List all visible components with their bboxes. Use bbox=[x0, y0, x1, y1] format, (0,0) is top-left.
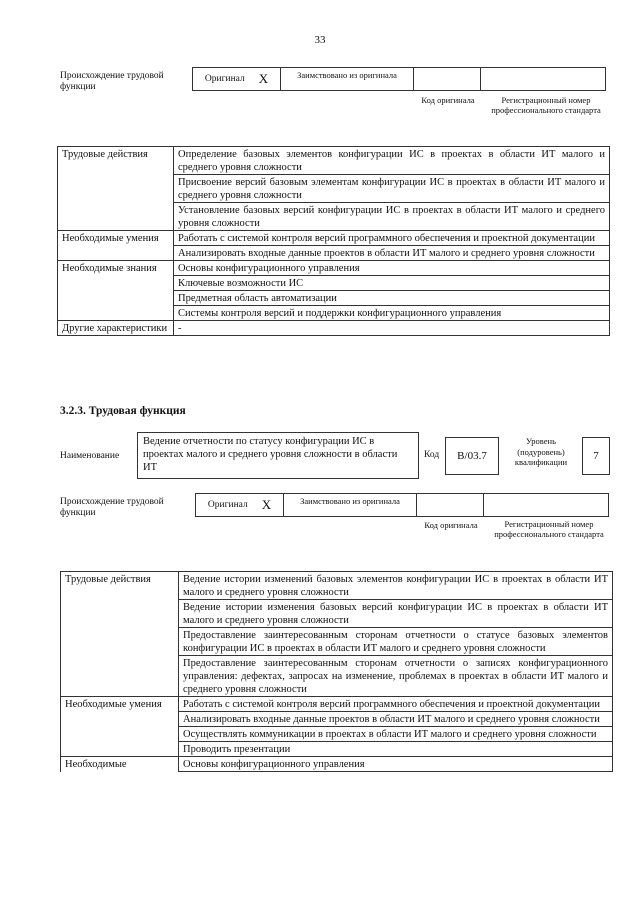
page-number: 33 bbox=[314, 34, 326, 46]
knowledge-label: Необходимые bbox=[61, 757, 179, 772]
labor-action-item: Ведение истории изменений базовых элементов конфигурации ИС в проектах в области ИТ малого и среднего уровня сложности bbox=[179, 572, 613, 600]
labor-action-item: Присвоение версий базовым элементам конфигурации ИС в проектах в области ИТ малого и среднего уровня сложности bbox=[174, 175, 610, 203]
qualification-level-label: Уровень (подуровень) квалификации bbox=[514, 436, 568, 467]
code-original-caption: Код оригинала bbox=[421, 95, 475, 105]
reg-number-cell bbox=[481, 68, 605, 90]
origin-label: Происхождение трудовой функции bbox=[60, 497, 164, 518]
labor-actions-label: Трудовые действия bbox=[58, 147, 174, 175]
skill-item: Анализировать входные данные проектов в области ИТ малого и среднего уровня сложности bbox=[179, 712, 613, 727]
skill-item: Анализировать входные данные проектов в области ИТ малого и среднего уровня сложности bbox=[174, 246, 610, 261]
knowledge-item: Ключевые возможности ИС bbox=[174, 276, 610, 291]
knowledge-label: Необходимые знания bbox=[58, 261, 174, 276]
code-original-caption: Код оригинала bbox=[424, 520, 478, 530]
code-value-box: B/03.7 bbox=[445, 437, 499, 475]
labor-action-item: Предоставление заинтересованным сторонам отчетности о статусе базовых элементов конфигурации ИС в проектах в области ИТ малого и среднего уровня сложности bbox=[179, 628, 613, 656]
original-cell bbox=[193, 68, 281, 90]
knowledge-item: Системы контроля версий и поддержки конфигурационного управления bbox=[174, 306, 610, 321]
code-original-cell bbox=[417, 494, 484, 516]
knowledge-item: Основы конфигурационного управления bbox=[179, 757, 613, 772]
other-characteristics-value: - bbox=[174, 321, 610, 336]
labor-actions-label: Трудовые действия bbox=[61, 572, 179, 600]
original-label: Оригинал bbox=[204, 74, 245, 84]
labor-action-item: Определение базовых элементов конфигурации ИС в проектах в области ИТ малого и среднего уровня сложности bbox=[174, 147, 610, 175]
skill-item: Осуществлять коммуникации в проектах в области ИТ малого и среднего уровня сложности bbox=[179, 727, 613, 742]
labor-action-item: Ведение истории изменения базовых версий конфигурации ИС в проектах в области ИТ малого и среднего уровня сложности bbox=[179, 600, 613, 628]
labor-function-table-2 bbox=[60, 571, 613, 772]
section-heading: 3.2.3. Трудовая функция bbox=[60, 405, 186, 417]
labor-action-item: Установление базовых версий конфигурации ИС в проектах в области ИТ малого и среднего уровня сложности bbox=[174, 203, 610, 231]
labor-function-table-1 bbox=[57, 146, 610, 336]
labor-action-item: Предоставление заинтересованным сторонам отчетности о записях конфигурационного управления: дефектах, запросах на изменение, проблемах в проектах в области ИТ малого и среднего уровня сложности bbox=[179, 656, 613, 697]
origin-table bbox=[192, 67, 606, 91]
skill-item: Работать с системой контроля версий программного обеспечения и проектной документации bbox=[174, 231, 610, 246]
qualification-level-box: 7 bbox=[582, 437, 610, 475]
knowledge-item: Основы конфигурационного управления bbox=[174, 261, 610, 276]
name-label: Наименование bbox=[60, 451, 120, 461]
origin-label: Происхождение трудовой функции bbox=[60, 71, 164, 92]
reg-number-cell bbox=[484, 494, 608, 516]
original-cell bbox=[196, 494, 284, 516]
function-name-box: Ведение отчетности по статусу конфигурации ИС в проектах малого и среднего уровня сложности в области ИТ bbox=[137, 432, 419, 479]
code-original-cell bbox=[414, 68, 481, 90]
reg-number-caption: Регистрационный номер профессионального стандарта bbox=[494, 519, 604, 539]
borrowed-cell: Заимствовано из оригинала bbox=[284, 494, 417, 516]
original-mark: X bbox=[258, 71, 269, 86]
skill-item: Проводить презентации bbox=[179, 742, 613, 757]
original-label: Оригинал bbox=[207, 500, 248, 510]
skills-label: Необходимые умения bbox=[61, 697, 179, 712]
borrowed-cell: Заимствовано из оригинала bbox=[281, 68, 414, 90]
reg-number-caption: Регистрационный номер профессионального стандарта bbox=[491, 95, 601, 115]
knowledge-item: Предметная область автоматизации bbox=[174, 291, 610, 306]
code-label: Код bbox=[424, 450, 440, 460]
skills-label: Необходимые умения bbox=[58, 231, 174, 246]
origin-table bbox=[195, 493, 609, 517]
other-characteristics-label: Другие характеристики bbox=[58, 321, 174, 336]
skill-item: Работать с системой контроля версий программного обеспечения и проектной документации bbox=[179, 697, 613, 712]
original-mark: X bbox=[261, 497, 272, 512]
